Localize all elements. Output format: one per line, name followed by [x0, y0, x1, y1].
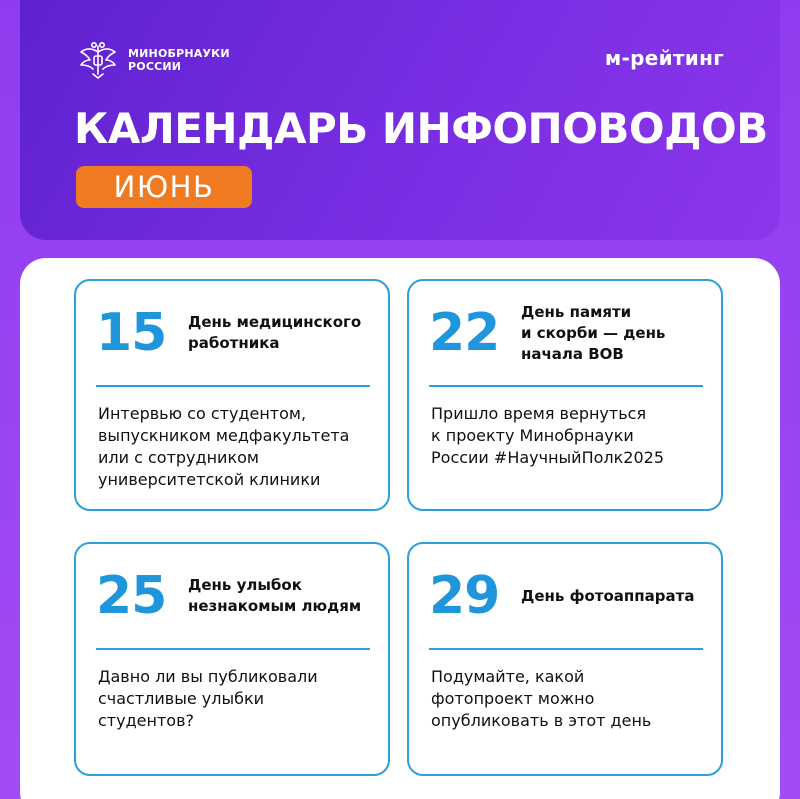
event-title-line: начала ВОВ — [521, 344, 624, 363]
event-description — [98, 666, 374, 732]
header-banner — [20, 0, 780, 240]
ministry-logo — [76, 38, 230, 82]
card-divider — [429, 385, 703, 387]
event-title-line: работника — [188, 334, 280, 352]
ministry-name-line1: МИНОБРНАУКИ — [128, 47, 230, 60]
event-description-line: Давно ли вы публиковали — [98, 667, 318, 686]
event-card — [74, 279, 390, 511]
event-title — [188, 312, 361, 354]
event-description-line: или с сотрудником — [98, 448, 259, 467]
event-description-line: выпускником медфакультета — [98, 426, 350, 445]
event-description-line: студентов? — [98, 711, 194, 730]
event-title — [521, 586, 694, 607]
event-title — [521, 302, 665, 365]
event-title-line: День улыбок — [188, 576, 302, 594]
event-description-line: опубликовать в этот день — [431, 711, 652, 730]
ministry-name — [128, 47, 230, 73]
event-title-line: День медицинского — [188, 313, 362, 331]
event-description-line: университетской клиники — [98, 470, 321, 489]
card-divider — [96, 648, 370, 650]
event-day: 29 — [429, 566, 500, 626]
event-description-line: к проекту Минобрнауки — [431, 426, 634, 445]
month-badge: ИЮНЬ — [76, 166, 252, 208]
event-description — [98, 403, 374, 491]
event-day: 15 — [96, 303, 167, 363]
event-description — [431, 666, 707, 732]
event-day: 25 — [96, 566, 167, 626]
event-description-line: Пришло время вернуться — [431, 404, 647, 423]
event-description-line: Интервью со студентом, — [98, 404, 307, 423]
event-title-line: День фотоаппарата — [521, 586, 695, 605]
event-title-line: незнакомым людям — [188, 597, 362, 615]
event-description — [431, 403, 707, 469]
event-card-head — [429, 544, 703, 648]
event-card — [407, 279, 723, 511]
event-description-line: Подумайте, какой — [431, 667, 585, 686]
event-title — [188, 575, 361, 617]
event-day: 22 — [429, 303, 500, 363]
event-description-line: России #НаучныйПолк2025 — [431, 448, 664, 467]
ministry-name-line2: РОССИИ — [128, 60, 182, 73]
page-title: КАЛЕНДАРЬ ИНФОПОВОДОВ — [74, 104, 768, 153]
event-description-line: фотопроект можно — [431, 689, 595, 708]
event-title-line: и скорби — день — [521, 323, 666, 342]
event-card-head — [429, 281, 703, 385]
event-card-head — [96, 544, 370, 648]
event-card — [407, 542, 723, 776]
event-title-line: День памяти — [521, 302, 632, 321]
card-divider — [429, 648, 703, 650]
calendar-panel — [20, 258, 780, 799]
eagle-emblem-icon — [76, 38, 120, 82]
card-divider — [96, 385, 370, 387]
event-card-head — [96, 281, 370, 385]
event-description-line: счастливые улыбки — [98, 689, 265, 708]
brand-label: м-рейтинг — [604, 46, 724, 70]
event-card — [74, 542, 390, 776]
